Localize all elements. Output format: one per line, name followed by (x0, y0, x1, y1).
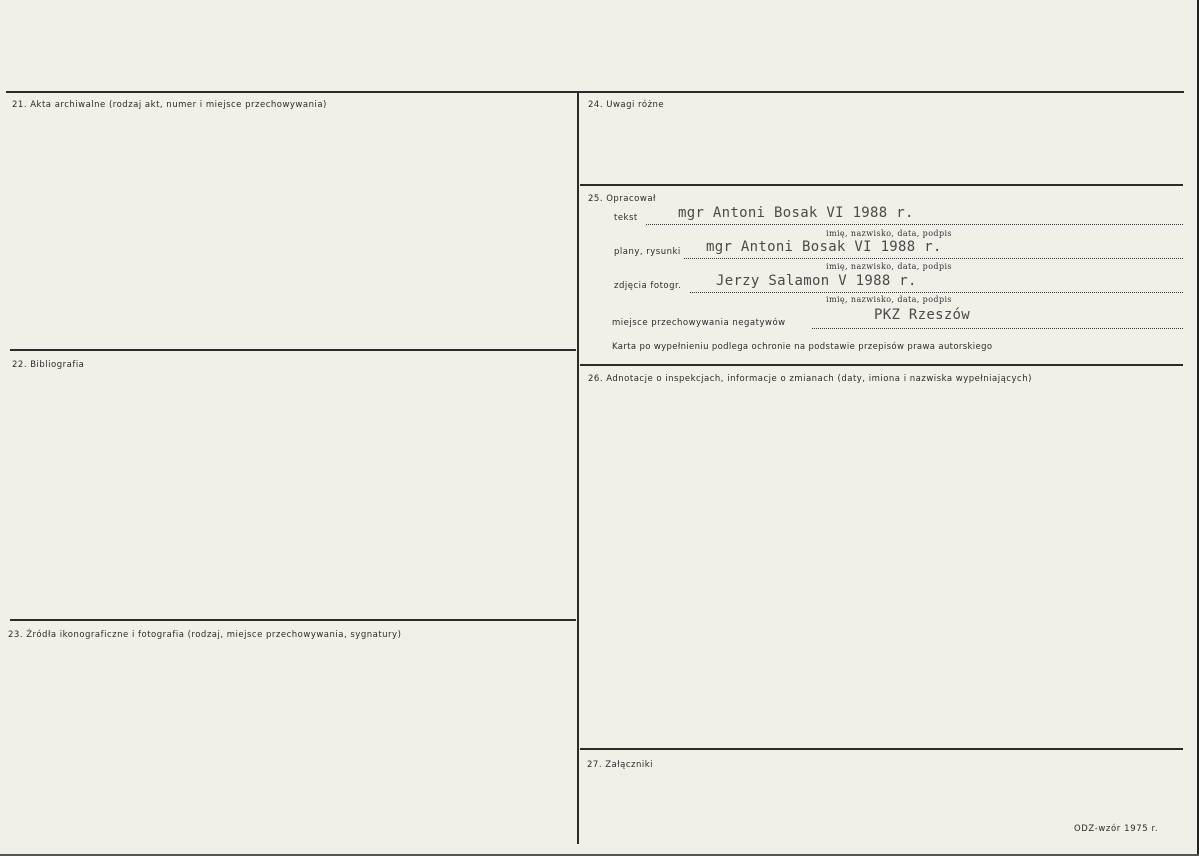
negatywy-label: miejsce przechowywania negatywów (612, 318, 786, 328)
zdjecia-line (690, 292, 1183, 293)
negatywy-line (812, 328, 1183, 329)
section-27-heading: 27. Załączniki (587, 760, 654, 770)
negatywy-value: PKZ Rzeszów (874, 307, 971, 323)
tekst-line (646, 224, 1183, 225)
rule-23 (10, 619, 576, 621)
section-22-heading: 22. Bibliografia (12, 360, 85, 370)
zdjecia-value: Jerzy Salamon V 1988 r. (716, 273, 917, 289)
section-23-heading: 23. Źródła ikonograficzne i fotografia (rodzaj, miejsce przechowywania, sygnatury) (8, 630, 402, 640)
copyright-note: Karta po wypełnieniu podlega ochronie na podstawie przepisów prawa autorskiego (612, 342, 993, 352)
section-25-heading: 25. Opracował (588, 194, 656, 204)
zdjecia-label: zdjęcia fotogr. (614, 281, 682, 291)
center-divider (577, 92, 579, 844)
section-21-heading: 21. Akta archiwalne (rodzaj akt, numer i miejsce przechowywania) (12, 100, 327, 110)
rule-26 (580, 364, 1183, 366)
top-rule (6, 91, 1184, 93)
tekst-caption: imię, nazwisko, data, podpis (826, 229, 952, 238)
section-26-heading: 26. Adnotacje o inspekcjach, informacje o zmianach (daty, imiona i nazwiska wypełniających) (588, 374, 1032, 384)
form-mark: ODZ-wzór 1975 r. (1074, 824, 1159, 834)
tekst-value: mgr Antoni Bosak VI 1988 r. (678, 205, 914, 221)
section-24-heading: 24. Uwagi różne (588, 100, 665, 110)
plany-value: mgr Antoni Bosak VI 1988 r. (706, 239, 942, 255)
plany-line (684, 258, 1183, 259)
rule-25 (580, 184, 1183, 186)
rule-27 (580, 748, 1183, 750)
plany-label: plany, rysunki (614, 247, 681, 257)
rule-22 (10, 349, 576, 351)
plany-caption: imię, nazwisko, data, podpis (826, 262, 952, 271)
tekst-label: tekst (614, 213, 638, 223)
zdjecia-caption: imię, nazwisko, data, podpis (826, 295, 952, 304)
